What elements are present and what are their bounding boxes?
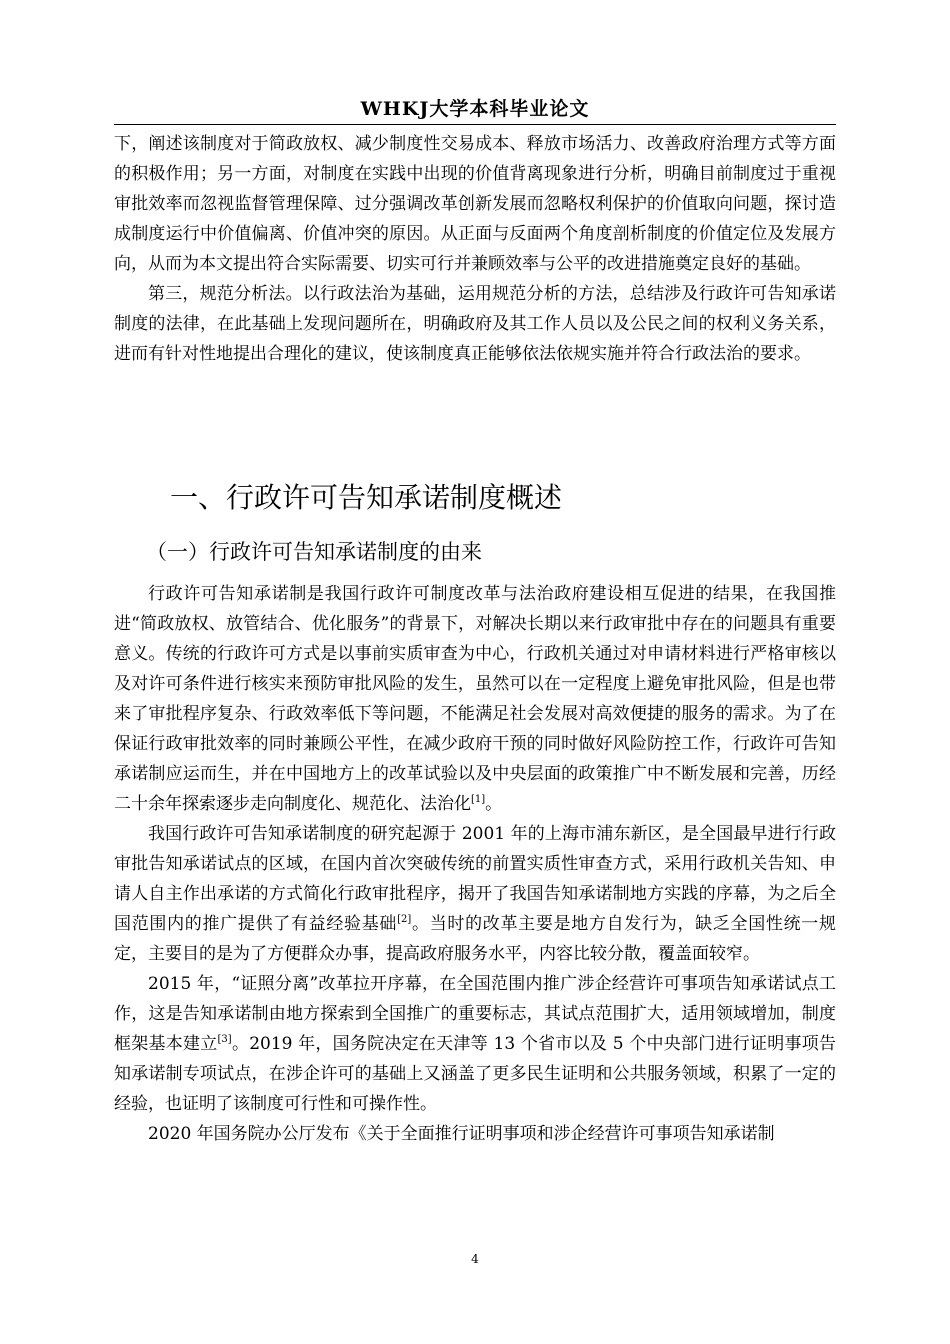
body-section-top <box>114 129 836 369</box>
paragraph-text: 行政许可告知承诺制是我国行政许可制度改革与法治政府建设相互促进的结果，在我国推进“简政放权、放管结合、优化服务”的背景下，对解决长期以来行政审批中存在的问题具有重要意义。传统的行政许可方式是以事前实质审查为中心，行政机关通过对申请材料进行严格审核以及对许可条件进行核实来预防审批风险的发生，虽然可以在一定程度上避免审批风险，但是也带来了审批程序复杂、行政效率低下等问题，不能满足社会发展对高效便捷的服务的需求。为了在保证行政审批效率的同时兼顾公平性，在减少政府干预的同时做好风险防控工作，行政许可告知承诺制应运而生，并在中国地方上的改革试验以及中央层面的政策推广中不断发展和完善，历经二十余年探索逐步走向制度化、规范化、法治化 <box>114 584 836 814</box>
citation-ref: [1] <box>471 794 486 805</box>
page-header-title: WHKJ大学本科毕业论文 <box>360 98 590 120</box>
paragraph-2015-reform <box>114 969 836 1119</box>
chapter-heading: 一、行政许可告知承诺制度概述 <box>170 481 563 514</box>
citation-ref: [2] <box>397 914 412 925</box>
page-number: 4 <box>471 1252 479 1266</box>
header-divider <box>114 124 836 125</box>
citation-ref: [3] <box>217 1034 232 1045</box>
paragraph-text-end: 。当时的改革主要是地方自发行为，缺乏全国性统一规定，主要目的是为了方便群众办事，提高政府服务水平，内容比较分散，覆盖面较窄。 <box>114 914 837 964</box>
paragraph-text: 我国行政许可告知承诺制度的研究起源于 2001 年的上海市浦东新区，是全国最早进行行政审批告知承诺试点的区域，在国内首次突破传统的前置实质性审查方式，采用行政机关告知、申请人自主作出承诺的方式简化行政审批程序，揭开了我国告知承诺制地方实践的序幕，为之后全国范围内的推广提供了有益经验基础 <box>114 824 836 934</box>
paragraph-origin <box>114 579 836 819</box>
paragraph-method-three: 第三，规范分析法。以行政法治为基础，运用规范分析的方法，总结涉及行政许可告知承诺制度的法律，在此基础上发现问题所在，明确政府及其工作人员以及公民之间的权利义务关系，进而有针对性地提出合理化的建议，使该制度真正能够依法依规实施并符合行政法治的要求。 <box>114 284 836 364</box>
paragraph-text-end: 。2019 年，国务院决定在天津等 13 个省市以及 5 个中央部门进行证明事项告知承诺制专项试点，在涉企许可的基础上又涵盖了更多民生证明和公共服务领域，积累了一定的经验，也证明了该制度可行性和可操作性。 <box>114 1034 836 1114</box>
paragraph-text-end: 。 <box>485 794 503 814</box>
section-subheading: （一）行政许可告知承诺制度的由来 <box>146 540 482 564</box>
paragraph-2020-notice: 2020 年国务院办公厅发布《关于全面推行证明事项和涉企经营许可事项告知承诺制 <box>148 1124 775 1144</box>
paragraph-continued: 下，阐述该制度对于简政放权、减少制度性交易成本、释放市场活力、改善政府治理方式等方面的积极作用；另一方面，对制度在实践中出现的价值背离现象进行分析，明确目前制度过于重视审批效率而忽视监督管理保障、过分强调改革创新发展而忽略权利保护的价值取向问题，探讨造成制度运行中价值偏离、价值冲突的原因。从正面与反面两个角度剖析制度的价值定位及发展方向，从而为本文提出符合实际需要、切实可行并兼顾效率与公平的改进措施奠定良好的基础。 <box>114 134 836 274</box>
paragraph-text: 2015 年，“证照分离”改革拉开序幕，在全国范围内推广涉企经营许可事项告知承诺试点工作，这是告知承诺制由地方探索到全国推广的重要标志，其试点范围扩大，适用领域增加，制度框架基本建立 <box>114 974 836 1054</box>
body-section-main <box>114 579 836 1149</box>
paragraph-pudong <box>114 819 836 969</box>
